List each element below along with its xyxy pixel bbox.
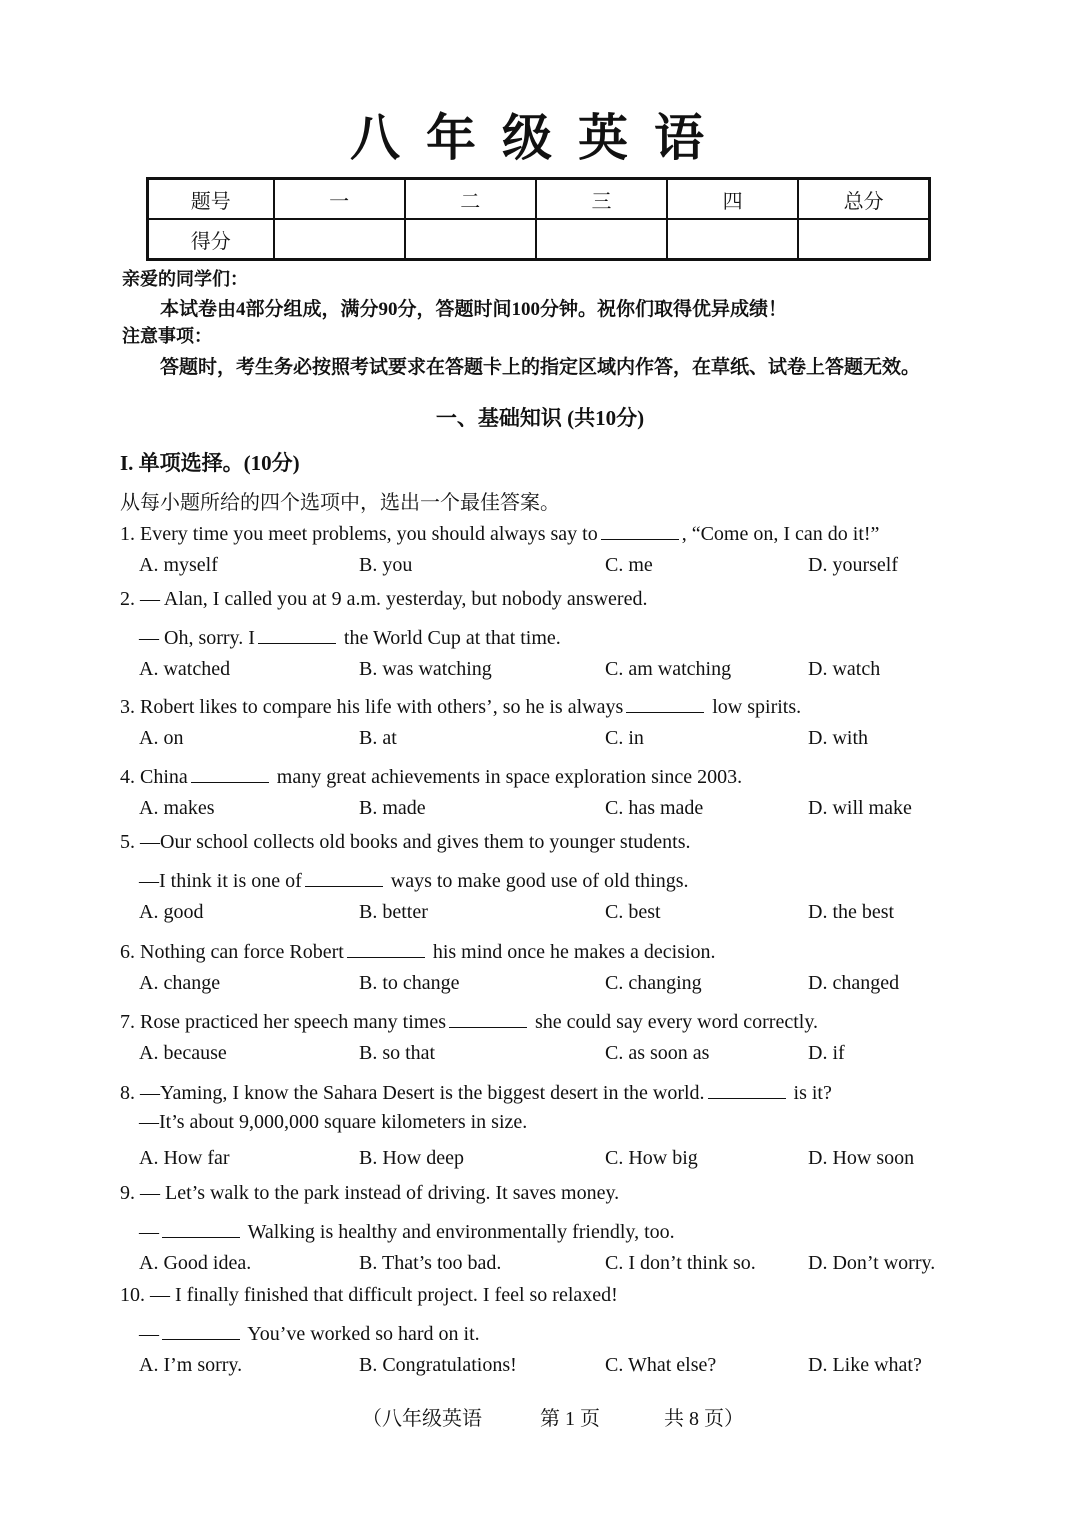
option-row [0, 797, 1080, 823]
option-row [0, 1354, 1080, 1380]
option-d: D. Like what? [808, 1354, 922, 1376]
score-cell [536, 219, 667, 260]
option-a: A. because [139, 1042, 227, 1064]
score-row-label: 得分 [148, 219, 274, 260]
page-footer [0, 1402, 1080, 1430]
option-c: C. What else? [605, 1354, 717, 1376]
question-stem [120, 1182, 619, 1205]
question-stem [120, 518, 879, 546]
score-header-cell: 一 [274, 179, 405, 220]
question-text: 10. — I finally finished that difficult project. I feel so relaxed! [120, 1284, 618, 1306]
option-row [0, 972, 1080, 998]
question-stem [120, 1006, 818, 1034]
instruction-text: 从每小题所给的四个选项中，选出一个最佳答案。 [120, 492, 560, 514]
option-d: D. if [808, 1042, 845, 1064]
answer-blank [305, 865, 383, 887]
question-text: — [139, 1221, 159, 1243]
question-dialogue-line [139, 622, 561, 650]
option-c: C. in [605, 727, 644, 749]
score-header-cell: 总分 [798, 179, 929, 220]
greeting: 亲爱的同学们： [122, 269, 248, 289]
footer-page-number: 第 1 页 [540, 1408, 600, 1430]
question-text: 3. Robert likes to compare his life with others’, so he is always [120, 696, 624, 718]
option-d: D. watch [808, 658, 881, 680]
question-stem [120, 761, 742, 789]
score-table [146, 177, 931, 261]
question-text: 6. Nothing can force Robert [120, 941, 344, 963]
answer-blank [258, 622, 336, 644]
question-stem [120, 691, 801, 719]
option-a: A. How far [139, 1147, 230, 1169]
question-text: 5. —Our school collects old books and gives them to younger students. [120, 831, 691, 853]
answer-blank [601, 518, 679, 540]
score-table-header-row [148, 179, 930, 220]
question-dialogue-line [139, 1318, 480, 1346]
question-stem [120, 936, 716, 964]
question-text: —I think it is one of [139, 870, 302, 892]
option-b: B. so that [359, 1042, 436, 1064]
score-table-score-row [148, 219, 930, 260]
option-a: A. I’m sorry. [139, 1354, 243, 1376]
option-row [0, 727, 1080, 753]
score-cell [405, 219, 536, 260]
option-b: B. to change [359, 972, 460, 994]
answer-blank [191, 761, 269, 783]
score-header-cell: 三 [536, 179, 667, 220]
option-c: C. best [605, 901, 661, 923]
option-row [0, 1252, 1080, 1278]
answer-blank [626, 691, 704, 713]
question-stem [120, 1077, 832, 1105]
intro-text: 本试卷由4部分组成，满分90分，答题时间100分钟。祝你们取得优异成绩！ [160, 299, 788, 320]
question-text: ways to make good use of old things. [385, 870, 689, 892]
question-dialogue-line [139, 865, 689, 893]
option-d: D. changed [808, 972, 900, 994]
question-text: his mind once he makes a decision. [427, 941, 716, 963]
option-c: C. How big [605, 1147, 698, 1169]
option-a: A. makes [139, 797, 215, 819]
option-c: C. me [605, 554, 653, 576]
question-text: 9. — Let’s walk to the park instead of driving. It saves money. [120, 1182, 620, 1204]
option-d: D. the best [808, 901, 895, 923]
footer-total-pages: 共 8 页） [664, 1408, 744, 1430]
option-b: B. at [359, 727, 397, 749]
score-cell [274, 219, 405, 260]
question-text: Walking is healthy and environmentally friendly, too. [243, 1221, 675, 1243]
option-b: B. made [359, 797, 426, 819]
option-a: A. Good idea. [139, 1252, 252, 1274]
option-b: B. Congratulations! [359, 1354, 517, 1376]
option-a: A. good [139, 901, 204, 923]
option-a: A. myself [139, 554, 218, 576]
section-title: 一、基础知识 (共10分) [435, 406, 645, 430]
part-title: I. 单项选择。(10分) [120, 451, 300, 475]
option-b: B. better [359, 901, 428, 923]
answer-blank [449, 1006, 527, 1028]
option-c: C. am watching [605, 658, 732, 680]
answer-blank [347, 936, 425, 958]
question-text: 4. China [120, 766, 188, 788]
question-dialogue-line [139, 1216, 675, 1244]
option-b: B. was watching [359, 658, 492, 680]
question-dialogue-line [139, 1111, 527, 1134]
option-row [0, 554, 1080, 580]
question-text: , “Come on, I can do it!” [681, 523, 880, 545]
footer-subject: （八年级英语 [362, 1408, 482, 1430]
option-c: C. I don’t think so. [605, 1252, 756, 1274]
option-c: C. as soon as [605, 1042, 710, 1064]
exam-title: 八年级英语 [350, 110, 730, 166]
option-row [0, 901, 1080, 927]
option-b: B. How deep [359, 1147, 464, 1169]
question-text: — [139, 1323, 159, 1345]
answer-blank [162, 1216, 240, 1238]
question-text: You’ve worked so hard on it. [243, 1323, 480, 1345]
notice-text: 答题时，考生务必按照考试要求在答题卡上的指定区域内作答，在草纸、试卷上答题无效。 [160, 357, 921, 378]
option-row [0, 658, 1080, 684]
option-d: D. Don’t worry. [808, 1252, 936, 1274]
option-a: A. on [139, 727, 184, 749]
option-d: D. will make [808, 797, 912, 819]
option-row [0, 1147, 1080, 1173]
question-stem [120, 831, 690, 854]
option-a: A. watched [139, 658, 231, 680]
score-cell [798, 219, 929, 260]
option-a: A. change [139, 972, 221, 994]
option-d: D. with [808, 727, 868, 749]
question-stem [120, 1284, 618, 1307]
question-text: 2. — Alan, I called you at 9 a.m. yesterday, but nobody answered. [120, 588, 648, 610]
question-text: the World Cup at that time. [338, 627, 561, 649]
option-d: D. yourself [808, 554, 898, 576]
question-text: she could say every word correctly. [530, 1011, 819, 1033]
option-c: C. changing [605, 972, 702, 994]
question-text: 1. Every time you meet problems, you should always say to [120, 523, 598, 545]
answer-blank [162, 1318, 240, 1340]
question-text: — Oh, sorry. I [139, 627, 255, 649]
question-text: is it? [788, 1082, 832, 1104]
question-text: low spirits. [707, 696, 802, 718]
score-header-cell: 二 [405, 179, 536, 220]
question-stem [120, 588, 647, 611]
option-c: C. has made [605, 797, 704, 819]
option-b: B. you [359, 554, 413, 576]
notice-heading: 注意事项： [122, 326, 212, 346]
question-text: 7. Rose practiced her speech many times [120, 1011, 446, 1033]
question-text: many great achievements in space exploration since 2003. [271, 766, 743, 788]
question-text: —It’s about 9,000,000 square kilometers in size. [139, 1111, 528, 1133]
question-text: 8. —Yaming, I know the Sahara Desert is the biggest desert in the world. [120, 1082, 705, 1104]
score-header-cell: 题号 [148, 179, 274, 220]
score-cell [667, 219, 798, 260]
answer-blank [708, 1077, 786, 1099]
option-d: D. How soon [808, 1147, 915, 1169]
option-b: B. That’s too bad. [359, 1252, 502, 1274]
score-header-cell: 四 [667, 179, 798, 220]
option-row [0, 1042, 1080, 1068]
